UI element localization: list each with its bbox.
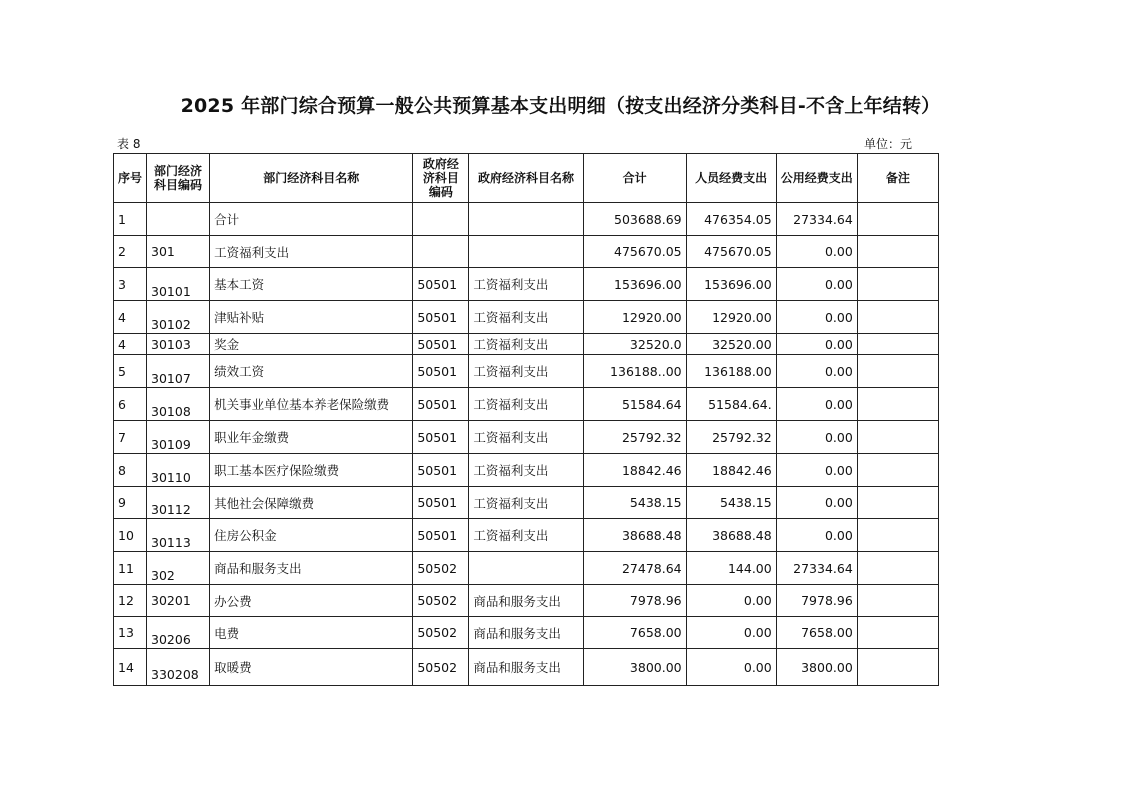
cell-public: 27334.64 — [776, 203, 857, 236]
cell-total: 153696.00 — [583, 268, 686, 301]
cell-gov-code: 50502 — [413, 617, 469, 649]
cell-dept-code-text: 30102 — [151, 316, 191, 332]
cell-gov-code: 50502 — [413, 585, 469, 617]
cell-seq: 4 — [114, 301, 147, 334]
cell-personnel: 0.00 — [686, 649, 776, 686]
unit-label: 单位：元 — [864, 137, 913, 151]
cell-gov-name: 工资福利支出 — [469, 454, 583, 487]
cell-personnel: 0.00 — [686, 617, 776, 649]
cell-remark — [857, 617, 938, 649]
header-public: 公用经费支出 — [776, 154, 857, 203]
header-total: 合计 — [583, 154, 686, 203]
cell-total: 32520.0 — [583, 334, 686, 355]
cell-dept-name: 商品和服务支出 — [210, 552, 413, 585]
cell-remark — [857, 236, 938, 268]
cell-seq: 2 — [114, 236, 147, 268]
cell-personnel: 25792.32 — [686, 421, 776, 454]
cell-personnel: 32520.00 — [686, 334, 776, 355]
cell-seq: 10 — [114, 519, 147, 552]
cell-public: 0.00 — [776, 421, 857, 454]
cell-public: 27334.64 — [776, 552, 857, 585]
cell-total: 7978.96 — [583, 585, 686, 617]
cell-total: 25792.32 — [583, 421, 686, 454]
table-row — [114, 487, 939, 519]
cell-total: 18842.46 — [583, 454, 686, 487]
cell-gov-code: 50501 — [413, 388, 469, 421]
table-row — [114, 454, 939, 487]
table-row — [114, 519, 939, 552]
cell-public: 0.00 — [776, 334, 857, 355]
cell-remark — [857, 552, 938, 585]
cell-gov-name — [469, 236, 583, 268]
cell-gov-name: 工资福利支出 — [469, 334, 583, 355]
cell-gov-code: 50501 — [413, 355, 469, 388]
cell-total: 51584.64 — [583, 388, 686, 421]
table-row — [114, 236, 939, 268]
cell-seq: 12 — [114, 585, 147, 617]
cell-dept-name: 其他社会保障缴费 — [210, 487, 413, 519]
cell-remark — [857, 585, 938, 617]
cell-dept-code — [147, 519, 210, 552]
cell-gov-name: 商品和服务支出 — [469, 649, 583, 686]
cell-gov-name: 工资福利支出 — [469, 388, 583, 421]
cell-personnel: 136188.00 — [686, 355, 776, 388]
cell-personnel: 153696.00 — [686, 268, 776, 301]
cell-gov-code: 50501 — [413, 334, 469, 355]
cell-seq: 1 — [114, 203, 147, 236]
cell-total: 38688.48 — [583, 519, 686, 552]
cell-public: 0.00 — [776, 236, 857, 268]
cell-personnel: 38688.48 — [686, 519, 776, 552]
table-row — [114, 268, 939, 301]
cell-gov-code: 50502 — [413, 649, 469, 686]
cell-seq: 7 — [114, 421, 147, 454]
cell-gov-code — [413, 203, 469, 236]
header-gov-code: 政府经济科目编码 — [413, 154, 469, 203]
cell-public: 0.00 — [776, 355, 857, 388]
cell-dept-name: 职工基本医疗保险缴费 — [210, 454, 413, 487]
table-row — [114, 552, 939, 585]
cell-dept-code-text: 30206 — [151, 632, 191, 647]
cell-dept-code: 30201 — [147, 585, 210, 617]
cell-gov-name — [469, 552, 583, 585]
cell-dept-code-text: 330208 — [151, 666, 199, 682]
cell-personnel: 476354.05 — [686, 203, 776, 236]
cell-seq: 6 — [114, 388, 147, 421]
cell-remark — [857, 487, 938, 519]
cell-gov-name: 工资福利支出 — [469, 421, 583, 454]
cell-gov-code: 50502 — [413, 552, 469, 585]
cell-dept-code-text: 30110 — [151, 469, 191, 485]
cell-public: 0.00 — [776, 519, 857, 552]
cell-gov-code: 50501 — [413, 421, 469, 454]
cell-gov-code: 50501 — [413, 454, 469, 487]
cell-dept-name: 电费 — [210, 617, 413, 649]
cell-gov-code — [413, 236, 469, 268]
cell-dept-code-text: 302 — [151, 567, 175, 583]
cell-dept-code-text: 30112 — [151, 502, 191, 517]
cell-dept-code — [147, 388, 210, 421]
cell-personnel: 5438.15 — [686, 487, 776, 519]
header-seq: 序号 — [114, 154, 147, 203]
cell-dept-code-text: 30101 — [151, 283, 191, 299]
table-row — [114, 421, 939, 454]
cell-dept-code — [147, 552, 210, 585]
table-header-row — [114, 154, 939, 203]
cell-seq: 11 — [114, 552, 147, 585]
cell-dept-name: 办公费 — [210, 585, 413, 617]
cell-seq: 5 — [114, 355, 147, 388]
cell-dept-code: 30103 — [147, 334, 210, 355]
cell-seq: 9 — [114, 487, 147, 519]
cell-public: 0.00 — [776, 301, 857, 334]
cell-gov-code: 50501 — [413, 487, 469, 519]
cell-total: 475670.05 — [583, 236, 686, 268]
cell-dept-code — [147, 421, 210, 454]
cell-remark — [857, 649, 938, 686]
page-title: 2025 年部门综合预算一般公共预算基本支出明细（按支出经济分类科目-不含上年结转） — [180, 95, 941, 117]
cell-dept-code: 301 — [147, 236, 210, 268]
cell-dept-name: 机关事业单位基本养老保险缴费 — [210, 388, 413, 421]
cell-seq: 13 — [114, 617, 147, 649]
cell-dept-name: 奖金 — [210, 334, 413, 355]
cell-gov-name: 工资福利支出 — [469, 301, 583, 334]
cell-gov-name — [469, 203, 583, 236]
cell-remark — [857, 203, 938, 236]
cell-remark — [857, 454, 938, 487]
cell-seq: 8 — [114, 454, 147, 487]
cell-seq: 14 — [114, 649, 147, 686]
cell-personnel: 144.00 — [686, 552, 776, 585]
cell-public: 7978.96 — [776, 585, 857, 617]
cell-total: 503688.69 — [583, 203, 686, 236]
cell-total: 136188..00 — [583, 355, 686, 388]
cell-personnel: 12920.00 — [686, 301, 776, 334]
cell-seq: 3 — [114, 268, 147, 301]
cell-public: 0.00 — [776, 268, 857, 301]
cell-gov-name: 工资福利支出 — [469, 519, 583, 552]
cell-remark — [857, 301, 938, 334]
cell-public: 0.00 — [776, 454, 857, 487]
cell-gov-name: 工资福利支出 — [469, 355, 583, 388]
cell-dept-code — [147, 454, 210, 487]
cell-gov-code: 50501 — [413, 268, 469, 301]
cell-total: 12920.00 — [583, 301, 686, 334]
cell-dept-name: 工资福利支出 — [210, 236, 413, 268]
cell-gov-name: 工资福利支出 — [469, 487, 583, 519]
cell-remark — [857, 355, 938, 388]
header-gov-name: 政府经济科目名称 — [469, 154, 583, 203]
cell-gov-name: 商品和服务支出 — [469, 585, 583, 617]
cell-remark — [857, 334, 938, 355]
budget-table — [113, 153, 939, 686]
cell-dept-code — [147, 203, 210, 236]
cell-public: 0.00 — [776, 388, 857, 421]
table-number: 表 8 — [117, 137, 141, 151]
cell-dept-code-text: 30109 — [151, 436, 191, 452]
cell-dept-name: 绩效工资 — [210, 355, 413, 388]
cell-dept-code-text: 30107 — [151, 370, 191, 386]
cell-personnel: 0.00 — [686, 585, 776, 617]
cell-dept-code — [147, 649, 210, 686]
cell-total: 3800.00 — [583, 649, 686, 686]
table-row — [114, 355, 939, 388]
cell-total: 7658.00 — [583, 617, 686, 649]
cell-gov-code: 50501 — [413, 519, 469, 552]
cell-dept-code — [147, 617, 210, 649]
cell-public: 0.00 — [776, 487, 857, 519]
cell-dept-name: 津贴补贴 — [210, 301, 413, 334]
cell-dept-code — [147, 301, 210, 334]
table-row — [114, 334, 939, 355]
header-dept-name: 部门经济科目名称 — [210, 154, 413, 203]
cell-personnel: 475670.05 — [686, 236, 776, 268]
cell-public: 7658.00 — [776, 617, 857, 649]
cell-dept-code-text: 30108 — [151, 403, 191, 419]
cell-total: 27478.64 — [583, 552, 686, 585]
header-remark: 备注 — [857, 154, 938, 203]
cell-dept-name: 职业年金缴费 — [210, 421, 413, 454]
cell-remark — [857, 519, 938, 552]
cell-gov-name: 商品和服务支出 — [469, 617, 583, 649]
table-row — [114, 203, 939, 236]
table-row — [114, 388, 939, 421]
cell-dept-code — [147, 355, 210, 388]
cell-dept-name: 住房公积金 — [210, 519, 413, 552]
cell-total: 5438.15 — [583, 487, 686, 519]
cell-public: 3800.00 — [776, 649, 857, 686]
cell-personnel: 18842.46 — [686, 454, 776, 487]
cell-remark — [857, 421, 938, 454]
cell-gov-code: 50501 — [413, 301, 469, 334]
cell-dept-name: 合计 — [210, 203, 413, 236]
cell-dept-code-text: 30113 — [151, 534, 191, 550]
cell-dept-code — [147, 487, 210, 519]
header-dept-code: 部门经济科目编码 — [147, 154, 210, 203]
cell-gov-name: 工资福利支出 — [469, 268, 583, 301]
cell-remark — [857, 388, 938, 421]
cell-remark — [857, 268, 938, 301]
header-personnel: 人员经费支出 — [686, 154, 776, 203]
cell-dept-name: 取暖费 — [210, 649, 413, 686]
cell-dept-code — [147, 268, 210, 301]
table-row — [114, 585, 939, 617]
table-row — [114, 301, 939, 334]
cell-seq: 4 — [114, 334, 147, 355]
table-row — [114, 617, 939, 649]
table-row — [114, 649, 939, 686]
cell-dept-name: 基本工资 — [210, 268, 413, 301]
cell-personnel: 51584.64. — [686, 388, 776, 421]
